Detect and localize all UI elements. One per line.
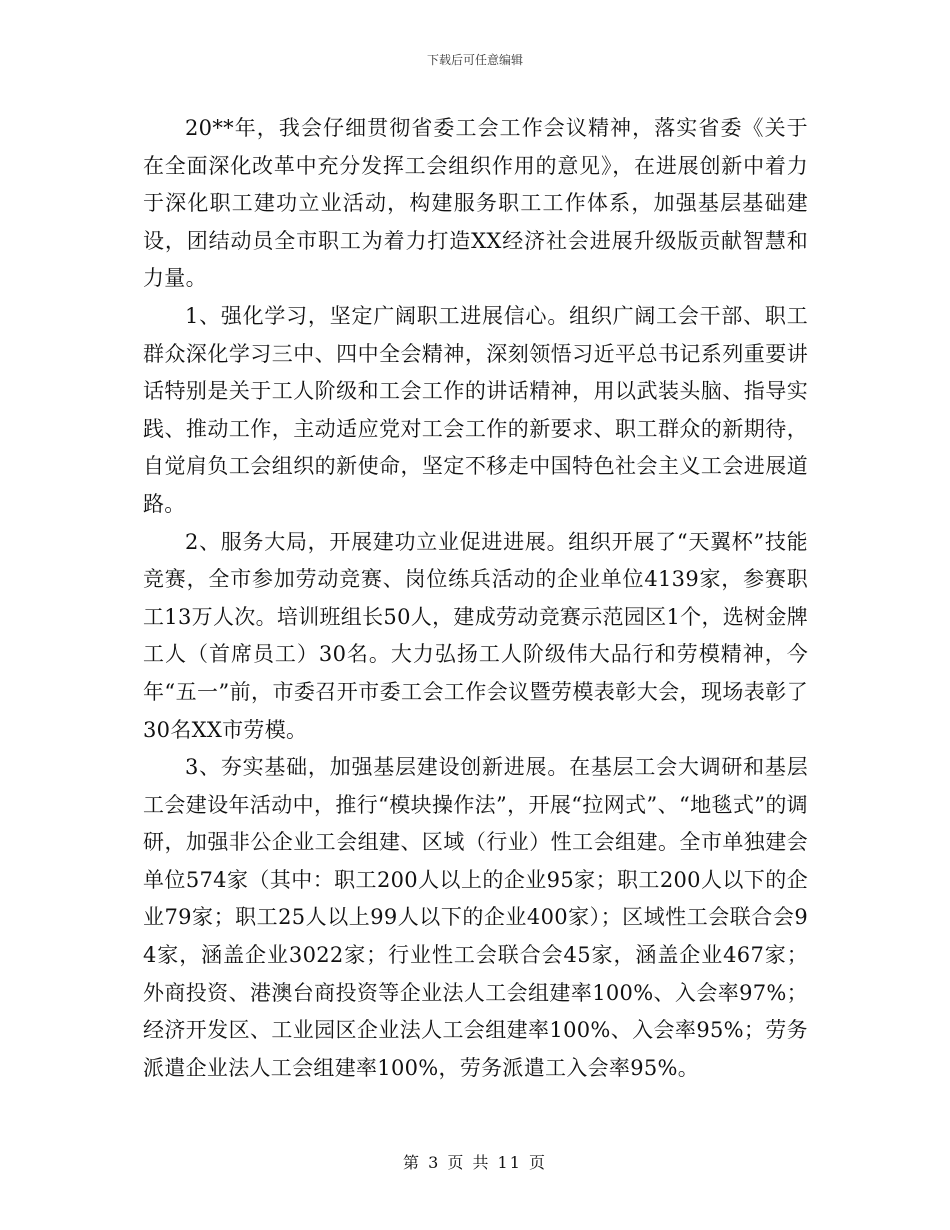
- page-header-note: 下载后可任意编辑: [426, 53, 523, 67]
- paragraph-foundation: 3、夯实基础，加强基层建设创新进展。在基层工会大调研和基层工会建设年活动中，推行“模块操作法”，开展“拉网式”、“地毯式”的调研，加强非公企业工会组建、区域（行业）性工会组建。全市单独建会单位574家（其中：职工200人以上的企业95家；职工200人以下的企业79家；职工25人以上99人以下的企业400家）；区域性工会联合会94家，涵盖企业3022家；行业性工会联合会45家，涵盖企业467家；外商投资、港澳台商投资等企业法人工会组建率100%、入会率97%；经济开发区、工业园区企业法人工会组建率100%、入会率95%；劳务派遣企业法人工会组建率100%，劳务派遣工入会率95%。: [143, 755, 808, 1080]
- page-number: 第 3 页 共 11 页: [403, 1153, 547, 1172]
- paragraph-intro: 20**年，我会仔细贯彻省委工会工作会议精神，落实省委《关于在全面深化改革中充分发挥工会组织作用的意见》，在进展创新中着力于深化职工建功立业活动，构建服务职工工作体系，加强基层基础建设，团结动员全市职工为着力打造XX经济社会进展升级版贡献智慧和力量。: [143, 116, 808, 291]
- paragraph-study: 1、强化学习，坚定广阔职工进展信心。组织广阔工会干部、职工群众深化学习三中、四中全会精神，深刻领悟习近平总书记系列重要讲话特别是关于工人阶级和工会工作的讲话精神，用以武装头脑、指导实践、推动工作，主动适应党对工会工作的新要求、职工群众的新期待，自觉肩负工会组织的新使命，坚定不移走中国特色社会主义工会进展道路。: [143, 303, 808, 516]
- document-body: [143, 110, 808, 1087]
- paragraph-service: 2、服务大局，开展建功立业促进进展。组织开展了“天翼杯”技能竞赛，全市参加劳动竞赛、岗位练兵活动的企业单位4139家，参赛职工13万人次。培训班组长50人，建成劳动竞赛示范园区1个，选树金牌工人（首席员工）30名。大力弘扬工人阶级伟大品行和劳模精神，今年“五一”前，市委召开市委工会工作会议暨劳模表彰大会，现场表彰了30名XX市劳模。: [143, 529, 808, 742]
